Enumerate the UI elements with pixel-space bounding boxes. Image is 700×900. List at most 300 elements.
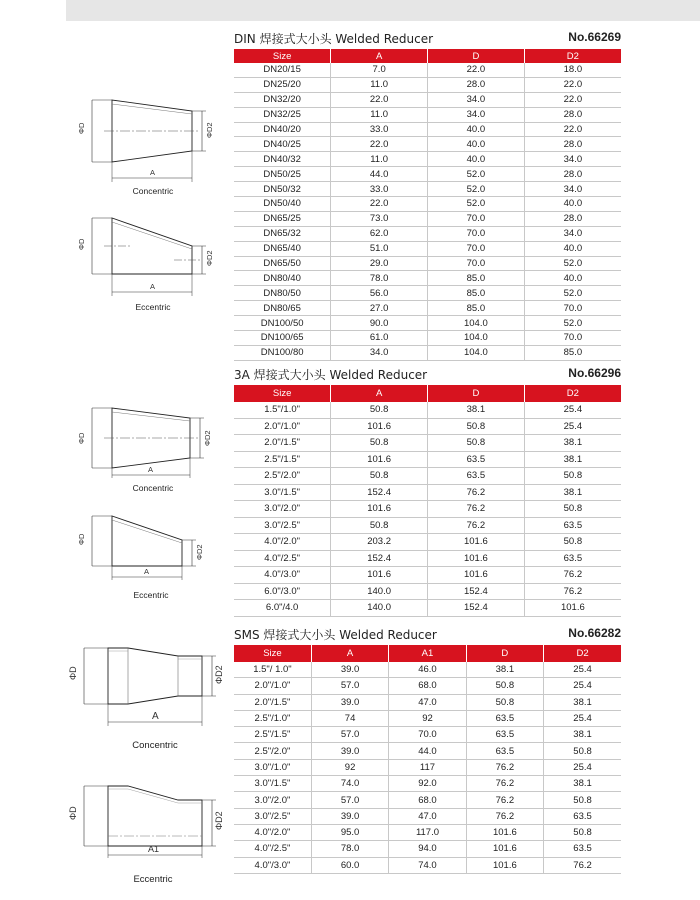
din-section-header	[234, 30, 621, 46]
table-row	[234, 211, 621, 226]
table-cell: 34.0	[428, 107, 525, 122]
table-cell: DN40/32	[234, 152, 331, 167]
table-cell: 140.0	[331, 600, 428, 617]
table-row	[234, 583, 621, 600]
table-row	[234, 550, 621, 567]
sms-concentric-d-label: ΦD	[68, 666, 78, 680]
table-cell: 60.0	[311, 857, 388, 873]
table-cell: 38.1	[524, 435, 621, 452]
table-cell: 50.8	[524, 468, 621, 485]
table-cell: 76.2	[428, 501, 525, 518]
table-cell: 104.0	[428, 331, 525, 346]
table-cell: 76.2	[544, 857, 621, 873]
table-cell: DN80/50	[234, 286, 331, 301]
sms-eccentric-drawing	[66, 776, 226, 876]
3a-eccentric-a-label: A	[144, 567, 150, 576]
table-cell: 101.6	[466, 857, 543, 873]
sms-section	[234, 626, 621, 874]
sms-concentric-drawing	[66, 642, 226, 742]
table-cell: 39.0	[311, 662, 388, 678]
table-cell: 50.8	[524, 534, 621, 551]
3a-section-header	[234, 366, 621, 382]
table-cell: 38.1	[544, 776, 621, 792]
table-cell: 76.2	[524, 567, 621, 584]
table-cell: 85.0	[524, 345, 621, 360]
3a-concentric-label: Concentric	[132, 483, 174, 493]
table-cell: 3.0"/1.5"	[234, 776, 311, 792]
sms-product-number: No.66282	[568, 626, 621, 640]
table-cell: 34.0	[524, 226, 621, 241]
table-row	[234, 451, 621, 468]
table-cell: 70.0	[428, 226, 525, 241]
table-cell: 74.0	[311, 776, 388, 792]
3a-header-a: A	[331, 385, 428, 402]
table-row	[234, 792, 621, 808]
table-row	[234, 286, 621, 301]
table-cell: 152.4	[331, 550, 428, 567]
table-cell: 92	[311, 759, 388, 775]
sms-table-header-row	[234, 645, 621, 662]
table-cell: 101.6	[331, 567, 428, 584]
table-cell: 104.0	[428, 316, 525, 331]
table-cell: 2.5"/2.0"	[234, 468, 331, 485]
table-cell: 25.4	[544, 710, 621, 726]
sms-header-a1: A1	[389, 645, 466, 662]
table-cell: 63.5	[544, 841, 621, 857]
table-cell: 117.0	[389, 824, 466, 840]
table-cell: DN32/25	[234, 107, 331, 122]
table-cell: 70.0	[428, 241, 525, 256]
table-row	[234, 122, 621, 137]
table-row	[234, 808, 621, 824]
table-cell: 70.0	[428, 211, 525, 226]
table-cell: DN50/25	[234, 167, 331, 182]
table-cell: 27.0	[331, 301, 428, 316]
table-row	[234, 316, 621, 331]
table-cell: 70.0	[389, 727, 466, 743]
table-cell: 152.4	[428, 600, 525, 617]
table-cell: 78.0	[331, 271, 428, 286]
table-row	[234, 418, 621, 435]
table-cell: 78.0	[311, 841, 388, 857]
3a-concentric-a-label: A	[148, 465, 154, 474]
table-cell: DN40/20	[234, 122, 331, 137]
table-cell: 63.5	[524, 550, 621, 567]
table-cell: 50.8	[544, 792, 621, 808]
table-cell: DN20/15	[234, 63, 331, 77]
table-cell: DN100/50	[234, 316, 331, 331]
table-cell: 57.0	[311, 727, 388, 743]
table-row	[234, 662, 621, 678]
table-cell: 18.0	[524, 63, 621, 77]
table-cell: 152.4	[428, 583, 525, 600]
table-cell: 94.0	[389, 841, 466, 857]
table-cell: 2.0"/1.0"	[234, 418, 331, 435]
table-cell: 50.8	[428, 418, 525, 435]
sms-concentric-d2-label: ΦD2	[214, 665, 224, 684]
table-cell: 4.0"/2.5"	[234, 841, 311, 857]
sms-section-title: SMS 焊接式大小头 Welded Reducer	[234, 628, 437, 642]
table-cell: 28.0	[524, 107, 621, 122]
table-cell: 56.0	[331, 286, 428, 301]
3a-section	[234, 366, 621, 617]
sms-table-body	[234, 662, 621, 873]
3a-eccentric-drawing	[78, 512, 228, 597]
table-cell: 39.0	[311, 743, 388, 759]
table-cell: 63.5	[544, 808, 621, 824]
table-cell: 39.0	[311, 694, 388, 710]
table-row	[234, 776, 621, 792]
table-cell: 2.0"/1.5"	[234, 694, 311, 710]
table-row	[234, 743, 621, 759]
table-row	[234, 107, 621, 122]
table-row	[234, 345, 621, 360]
table-cell: 57.0	[311, 678, 388, 694]
table-cell: 44.0	[331, 167, 428, 182]
table-cell: 25.4	[544, 759, 621, 775]
sms-concentric-label: Concentric	[132, 740, 178, 751]
din-product-number: No.66269	[568, 30, 621, 44]
table-cell: 50.8	[331, 402, 428, 418]
table-cell: 76.2	[524, 583, 621, 600]
table-row	[234, 152, 621, 167]
table-cell: 3.0"/2.5"	[234, 517, 331, 534]
table-cell: 76.2	[466, 759, 543, 775]
table-cell: 2.0"/1.0"	[234, 678, 311, 694]
table-cell: 2.5"/1.0"	[234, 710, 311, 726]
table-cell: DN65/40	[234, 241, 331, 256]
din-header-d: D	[428, 49, 525, 63]
table-cell: 51.0	[331, 241, 428, 256]
table-cell: 101.6	[428, 567, 525, 584]
sms-concentric-diagram	[66, 642, 226, 751]
table-cell: 50.8	[331, 517, 428, 534]
sms-spec-table	[234, 645, 621, 874]
table-cell: 152.4	[331, 484, 428, 501]
table-row	[234, 694, 621, 710]
table-cell: 50.8	[466, 678, 543, 694]
table-cell: 101.6	[331, 501, 428, 518]
table-row	[234, 468, 621, 485]
table-cell: 73.0	[331, 211, 428, 226]
table-row	[234, 271, 621, 286]
table-cell: 40.0	[524, 241, 621, 256]
table-cell: 101.6	[331, 451, 428, 468]
table-row	[234, 567, 621, 584]
table-cell: 50.8	[331, 468, 428, 485]
table-row	[234, 331, 621, 346]
3a-header-d2: D2	[524, 385, 621, 402]
table-cell: 25.4	[524, 402, 621, 418]
table-row	[234, 137, 621, 152]
table-cell: 40.0	[524, 271, 621, 286]
3a-table-body	[234, 402, 621, 616]
table-cell: 40.0	[524, 197, 621, 212]
table-cell: 28.0	[428, 77, 525, 92]
table-cell: 76.2	[428, 484, 525, 501]
table-row	[234, 241, 621, 256]
table-cell: 50.8	[428, 435, 525, 452]
table-cell: 11.0	[331, 107, 428, 122]
table-row	[234, 857, 621, 873]
din-header-size: Size	[234, 49, 331, 63]
table-cell: 38.1	[544, 727, 621, 743]
table-cell: 28.0	[524, 137, 621, 152]
table-cell: 38.1	[544, 694, 621, 710]
sms-concentric-a-label: A	[152, 711, 159, 722]
table-cell: 101.6	[428, 534, 525, 551]
table-cell: 63.5	[428, 468, 525, 485]
table-row	[234, 600, 621, 617]
table-cell: 25.4	[524, 418, 621, 435]
din-concentric-d2-label: ΦD2	[205, 122, 214, 138]
table-cell: 85.0	[428, 286, 525, 301]
sms-header-a: A	[311, 645, 388, 662]
table-cell: 1.5"/1.0"	[234, 402, 331, 418]
sms-header-size: Size	[234, 645, 311, 662]
table-row	[234, 678, 621, 694]
din-eccentric-drawing	[78, 214, 228, 314]
table-row	[234, 226, 621, 241]
table-cell: 101.6	[524, 600, 621, 617]
table-row	[234, 484, 621, 501]
table-cell: DN65/25	[234, 211, 331, 226]
din-concentric-drawing	[78, 96, 228, 196]
table-cell: 74	[311, 710, 388, 726]
table-cell: 203.2	[331, 534, 428, 551]
table-cell: 52.0	[524, 286, 621, 301]
din-concentric-d-label: ΦD	[77, 122, 86, 134]
din-spec-table	[234, 49, 621, 361]
table-cell: DN100/80	[234, 345, 331, 360]
3a-eccentric-label: Eccentric	[133, 590, 169, 600]
din-concentric-label: Concentric	[132, 186, 174, 196]
sms-section-header	[234, 626, 621, 642]
3a-section-title: 3A 焊接式大小头 Welded Reducer	[234, 368, 428, 382]
table-cell: 25.4	[544, 662, 621, 678]
table-cell: 40.0	[428, 122, 525, 137]
3a-spec-table	[234, 385, 621, 617]
table-cell: 38.1	[524, 484, 621, 501]
table-cell: 3.0"/1.0"	[234, 759, 311, 775]
table-cell: 70.0	[524, 301, 621, 316]
table-cell: 92.0	[389, 776, 466, 792]
table-cell: 3.0"/2.0"	[234, 501, 331, 518]
table-cell: DN32/20	[234, 92, 331, 107]
table-cell: 11.0	[331, 152, 428, 167]
din-eccentric-a-label: A	[150, 282, 156, 291]
table-cell: 3.0"/1.5"	[234, 484, 331, 501]
3a-concentric-d2-label: ΦD2	[203, 430, 212, 446]
din-eccentric-d-label: ΦD	[77, 238, 86, 250]
table-cell: 76.2	[466, 776, 543, 792]
table-cell: 22.0	[524, 77, 621, 92]
table-cell: 50.8	[544, 743, 621, 759]
table-cell: 22.0	[524, 92, 621, 107]
table-cell: 38.1	[466, 662, 543, 678]
3a-concentric-drawing	[78, 404, 228, 494]
table-cell: DN80/40	[234, 271, 331, 286]
table-row	[234, 197, 621, 212]
table-cell: 76.2	[466, 792, 543, 808]
table-cell: 104.0	[428, 345, 525, 360]
din-header-a: A	[331, 49, 428, 63]
table-cell: DN40/25	[234, 137, 331, 152]
din-concentric-a-label: A	[150, 168, 156, 177]
3a-header-size: Size	[234, 385, 331, 402]
din-table-body	[234, 63, 621, 360]
table-cell: 34.0	[331, 345, 428, 360]
din-table-header-row	[234, 49, 621, 63]
table-cell: 50.8	[331, 435, 428, 452]
table-row	[234, 182, 621, 197]
table-cell: 101.6	[466, 841, 543, 857]
table-cell: 34.0	[428, 92, 525, 107]
table-cell: 52.0	[428, 167, 525, 182]
din-eccentric-label: Eccentric	[135, 302, 171, 312]
table-cell: 85.0	[428, 271, 525, 286]
table-cell: 101.6	[428, 550, 525, 567]
table-cell: 50.8	[524, 501, 621, 518]
table-cell: 4.0"/2.0"	[234, 824, 311, 840]
table-cell: 40.0	[428, 152, 525, 167]
table-cell: 4.0"/3.0"	[234, 857, 311, 873]
table-cell: 7.0	[331, 63, 428, 77]
table-cell: 34.0	[524, 152, 621, 167]
table-cell: 101.6	[331, 418, 428, 435]
table-row	[234, 301, 621, 316]
table-cell: 4.0"/2.0"	[234, 534, 331, 551]
table-row	[234, 92, 621, 107]
table-cell: 63.5	[466, 727, 543, 743]
table-cell: 63.5	[466, 710, 543, 726]
3a-concentric-d-label: ΦD	[77, 432, 86, 444]
table-cell: 47.0	[389, 694, 466, 710]
table-cell: 117	[389, 759, 466, 775]
din-eccentric-d2-label: ΦD2	[205, 250, 214, 266]
table-cell: 25.4	[544, 678, 621, 694]
table-cell: 11.0	[331, 77, 428, 92]
table-cell: 46.0	[389, 662, 466, 678]
table-cell: 4.0"/2.5"	[234, 550, 331, 567]
3a-product-number: No.66296	[568, 366, 621, 380]
top-header-bar	[66, 0, 700, 21]
table-cell: 63.5	[466, 743, 543, 759]
table-cell: 39.0	[311, 808, 388, 824]
table-cell: 68.0	[389, 792, 466, 808]
table-cell: 52.0	[428, 197, 525, 212]
table-cell: 2.0"/1.5"	[234, 435, 331, 452]
table-cell: 3.0"/2.0"	[234, 792, 311, 808]
3a-concentric-diagram	[78, 404, 228, 494]
table-cell: 2.5"/1.5"	[234, 727, 311, 743]
3a-eccentric-d2-label: ΦD2	[195, 544, 204, 560]
table-row	[234, 435, 621, 452]
din-concentric-diagram	[78, 96, 228, 196]
table-row	[234, 167, 621, 182]
3a-eccentric-d-label: ΦD	[77, 533, 86, 545]
table-cell: 4.0"/3.0"	[234, 567, 331, 584]
table-cell: 22.0	[331, 197, 428, 212]
table-cell: 52.0	[428, 182, 525, 197]
sms-header-d: D	[466, 645, 543, 662]
table-cell: 85.0	[428, 301, 525, 316]
table-cell: 95.0	[311, 824, 388, 840]
table-cell: 70.0	[428, 256, 525, 271]
table-cell: 6.0"/4.0	[234, 600, 331, 617]
table-cell: 63.5	[428, 451, 525, 468]
table-cell: 70.0	[524, 331, 621, 346]
table-row	[234, 517, 621, 534]
table-cell: 1.5"/ 1.0"	[234, 662, 311, 678]
table-cell: 33.0	[331, 122, 428, 137]
table-cell: 76.2	[466, 808, 543, 824]
3a-header-d: D	[428, 385, 525, 402]
table-row	[234, 841, 621, 857]
sms-header-d2: D2	[544, 645, 621, 662]
table-cell: 92	[389, 710, 466, 726]
table-cell: 2.5"/1.5"	[234, 451, 331, 468]
table-cell: 63.5	[524, 517, 621, 534]
table-cell: 76.2	[428, 517, 525, 534]
3a-eccentric-diagram	[77, 512, 228, 600]
table-cell: 140.0	[331, 583, 428, 600]
table-row	[234, 710, 621, 726]
sms-eccentric-diagram	[66, 776, 226, 885]
table-cell: 29.0	[331, 256, 428, 271]
table-cell: DN100/65	[234, 331, 331, 346]
table-row	[234, 534, 621, 551]
table-cell: 57.0	[311, 792, 388, 808]
table-cell: 50.8	[544, 824, 621, 840]
table-cell: 52.0	[524, 316, 621, 331]
table-cell: 62.0	[331, 226, 428, 241]
sms-eccentric-d2-label: ΦD2	[214, 811, 224, 830]
table-cell: DN80/65	[234, 301, 331, 316]
table-cell: 22.0	[331, 92, 428, 107]
table-cell: 38.1	[428, 402, 525, 418]
table-cell: 2.5"/2.0"	[234, 743, 311, 759]
din-header-d2: D2	[524, 49, 621, 63]
table-cell: 22.0	[331, 137, 428, 152]
table-cell: 22.0	[524, 122, 621, 137]
table-cell: 22.0	[428, 63, 525, 77]
table-cell: 38.1	[524, 451, 621, 468]
table-cell: DN50/32	[234, 182, 331, 197]
table-row	[234, 256, 621, 271]
table-row	[234, 501, 621, 518]
table-cell: DN65/32	[234, 226, 331, 241]
table-row	[234, 77, 621, 92]
table-cell: DN65/50	[234, 256, 331, 271]
table-cell: 44.0	[389, 743, 466, 759]
table-row	[234, 727, 621, 743]
table-cell: 6.0"/3.0"	[234, 583, 331, 600]
table-cell: 47.0	[389, 808, 466, 824]
din-section	[234, 30, 621, 361]
table-cell: 50.8	[466, 694, 543, 710]
table-row	[234, 63, 621, 77]
table-cell: 33.0	[331, 182, 428, 197]
table-cell: 74.0	[389, 857, 466, 873]
din-section-title: DIN 焊接式大小头 Welded Reducer	[234, 32, 434, 46]
din-eccentric-diagram	[78, 214, 228, 314]
table-row	[234, 402, 621, 418]
sms-eccentric-d-label: ΦD	[68, 806, 78, 820]
table-row	[234, 824, 621, 840]
table-cell: 90.0	[331, 316, 428, 331]
table-cell: 40.0	[428, 137, 525, 152]
